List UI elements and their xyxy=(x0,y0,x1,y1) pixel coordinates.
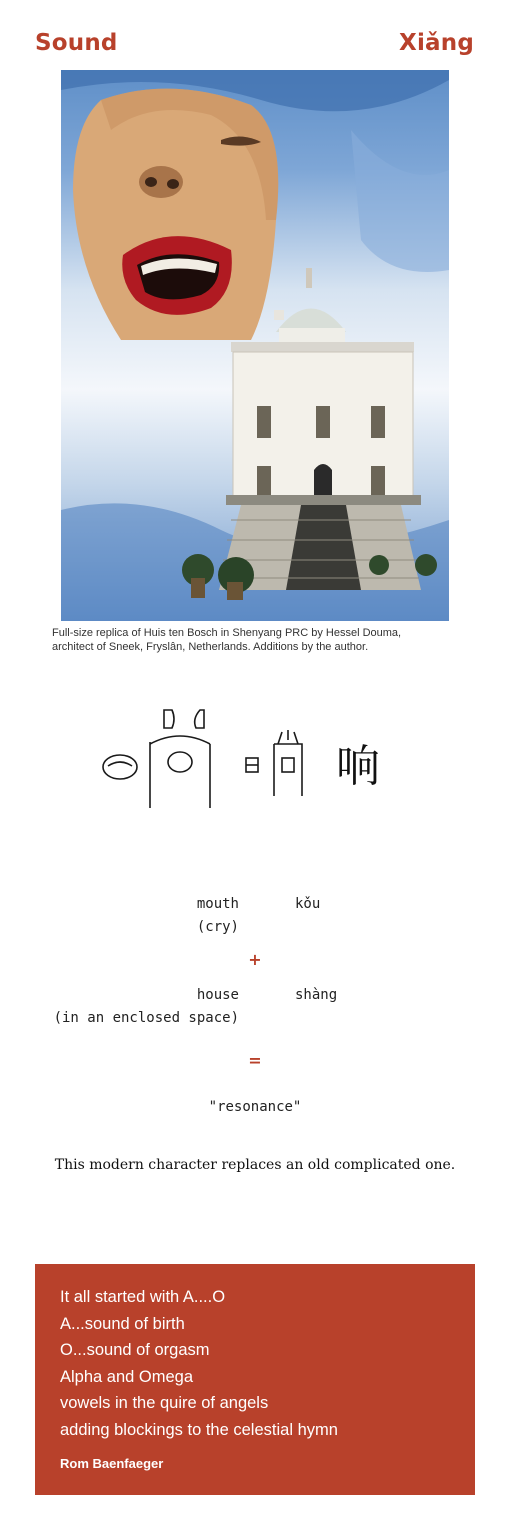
poem-box xyxy=(35,1264,475,1495)
component-meaning: house xyxy=(196,987,239,1003)
modern-character-note: This modern character replaces an old complicated one. xyxy=(54,1157,456,1173)
modern-character: 响 xyxy=(336,741,380,792)
title-english: Sound xyxy=(35,30,118,56)
poem-lines xyxy=(60,1284,338,1443)
component-meaning: mouth xyxy=(196,896,239,912)
poem-line: It all started with A....O xyxy=(60,1288,226,1306)
component-pinyin: kǒu xyxy=(295,896,321,912)
poem-line: A...sound of birth xyxy=(60,1314,185,1333)
poem-line: adding blockings to the celestial hymn xyxy=(60,1420,338,1439)
component-note: (in an enclosed space) xyxy=(53,1010,239,1026)
caption-line: Full-size replica of Huis ten Bosch in Shenyang PRC by Hessel Douma, xyxy=(52,627,402,639)
equals-sign: = xyxy=(248,1051,262,1070)
photo-caption xyxy=(52,626,472,654)
poem-line: vowels in the quire of angels xyxy=(60,1394,269,1412)
poem-line: O...sound of orgasm xyxy=(60,1341,210,1359)
caption-line: architect of Sneek, Fryslân, Netherlands. Additions by the author. xyxy=(52,641,369,653)
collage-illustration xyxy=(61,70,449,621)
poem-author: Rom Baenfaeger xyxy=(60,1456,164,1471)
component-pinyin: shàng xyxy=(295,987,338,1003)
character-meaning: "resonance" xyxy=(208,1099,302,1115)
component-note: (cry) xyxy=(196,919,239,935)
plus-sign: + xyxy=(248,950,262,969)
character-evolution xyxy=(100,700,420,820)
title-pinyin: Xiǎng xyxy=(399,30,474,56)
poem-line: Alpha and Omega xyxy=(60,1367,194,1386)
collage-photo xyxy=(61,70,449,621)
